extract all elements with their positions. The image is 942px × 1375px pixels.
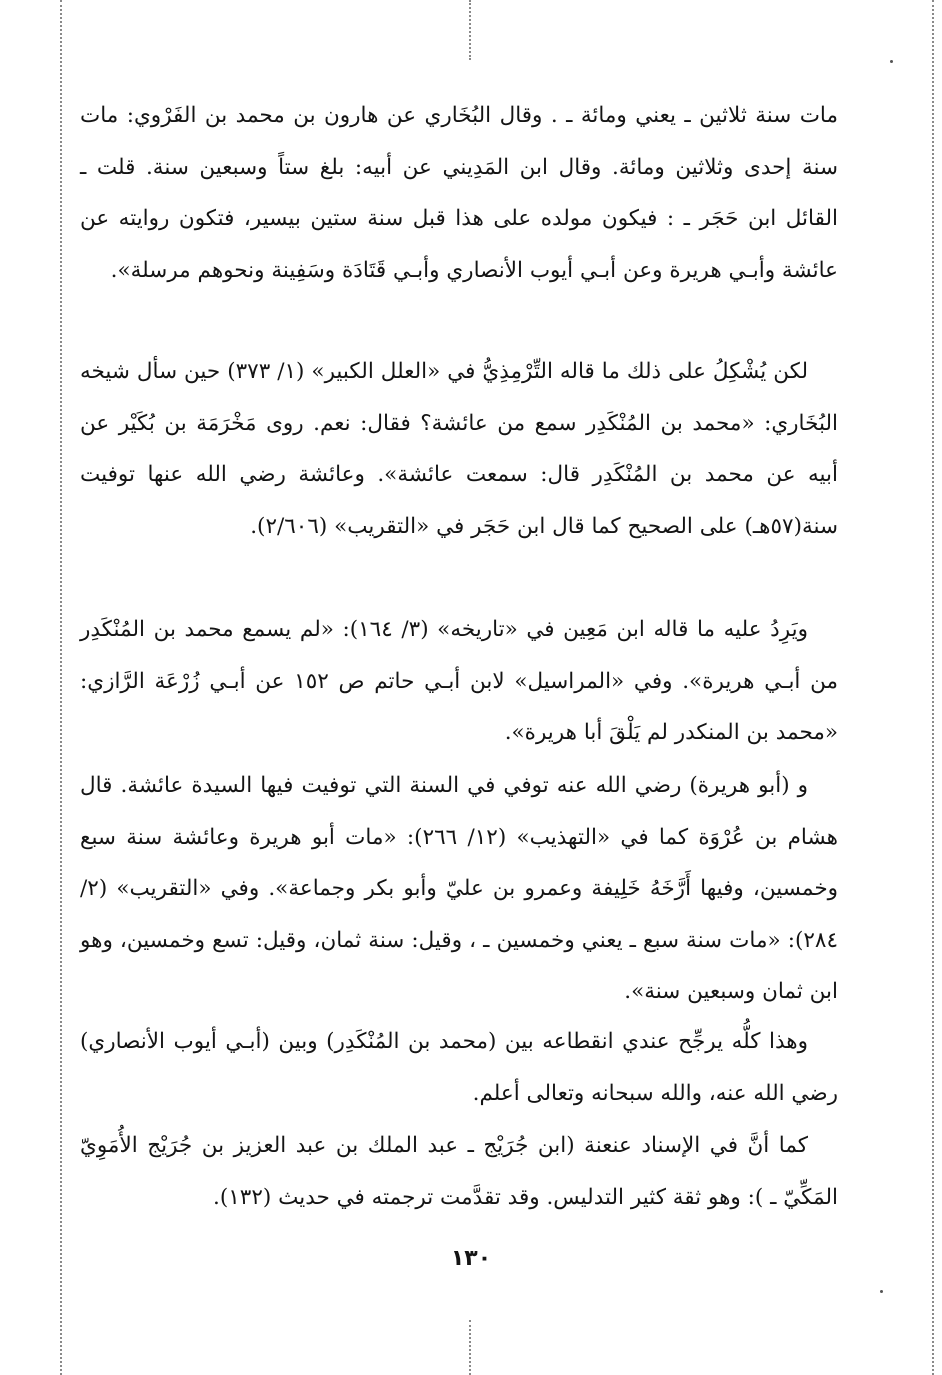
bottom-center-dotted-rule (469, 1320, 471, 1375)
paragraph-6: كما أنَّ في الإسناد عنعنة (ابن جُرَيْج ـ عبد الملك بن عبد العزيز بن جُرَيْج الأُمَوِيّ المَكِّيّ ـ ): وهو ثقة كثير التدليس. وقد تقدَّمت ترجمته في حديث (١٣٢). (80, 1133, 838, 1210)
top-center-dotted-rule (469, 0, 471, 60)
page-number: ١٣٠ (450, 1246, 492, 1271)
paragraph-5: وهذا كلُّه يرجِّح عندي انقطاعه بين (محمد بن المُنْكَدِر) وبين (أبـي أيوب الأنصاري) رضي الله عنه، والله سبحانه وتعالى أعلم. (80, 1029, 838, 1106)
left-margin-dotted-rule (60, 0, 62, 1375)
paragraph-1: مات سنة ثلاثين ـ يعني ومائة ـ . وقال البُخَاري عن هارون بن محمد بن الفَرْوي: مات سنة إحدى وثلاثين ومائة. وقال ابن المَدِيني عن أبيه: بلغ ستاً وسبعين سنة. قلت ـ القائل ابن حَجَر ـ : فيكون مولده على هذا قبل سنة ستين بيسير، فتكون روايته عن عائشة وأبـي هريرة وعن أبـي أيوب الأنصاري وأبـي قَتَادَة وسَفِينة ونحوهم مرسلة». (80, 103, 838, 283)
paragraph-2: لكن يُشْكِلُ على ذلك ما قاله التِّرْمِذِيُّ في «العلل الكبير» (١/ ٣٧٣) حين سأل شيخه البُخَاري: «محمد بن المُنْكَدِر سمع من عائشة؟ فقال: نعم. روى مَخْرَمَة بن بُكَيْر عن أبيه عن محمد بن المُنْكَدِر قال: سمعت عائشة». وعائشة رضي الله عنها توفيت سنة(٥٧هـ) على الصحيح كما قال ابن حَجَر في «التقريب» (٢/٦٠٦). (80, 359, 838, 539)
scan-speck (880, 1290, 883, 1293)
paragraph-3: ويَرِدُ عليه ما قاله ابن مَعِين في «تاريخه» (٣/ ١٦٤): «لم يسمع محمد بن المُنْكَدِر من أبـي هريرة». وفي «المراسيل» لابن أبـي حاتم ص ١٥٢ عن أبـي زُرْعَة الرَّازي: «محمد بن المنكدر لم يَلْقَ أبا هريرة». (80, 617, 838, 745)
paragraph-4: و (أبو هريرة) رضي الله عنه توفي في السنة التي توفيت فيها السيدة عائشة. قال هشام بن عُرْوَة كما في «التهذيب» (١٢/ ٢٦٦): «مات أبو هريرة وعائشة سنة سبع وخمسين، وفيها أَرَّخَهُ خَلِيفة وعمرو بن عليّ وأبو بكر وجماعة». وفي «التقريب» (٢/ ٢٨٤): «مات سنة سبع ـ يعني وخمسين ـ ، وقيل: سنة ثمان، وقيل: تسع وخمسين، وهو ابن ثمان وسبعين سنة». (80, 773, 839, 1004)
right-margin-dotted-rule (932, 0, 934, 1375)
scan-speck (890, 60, 893, 63)
